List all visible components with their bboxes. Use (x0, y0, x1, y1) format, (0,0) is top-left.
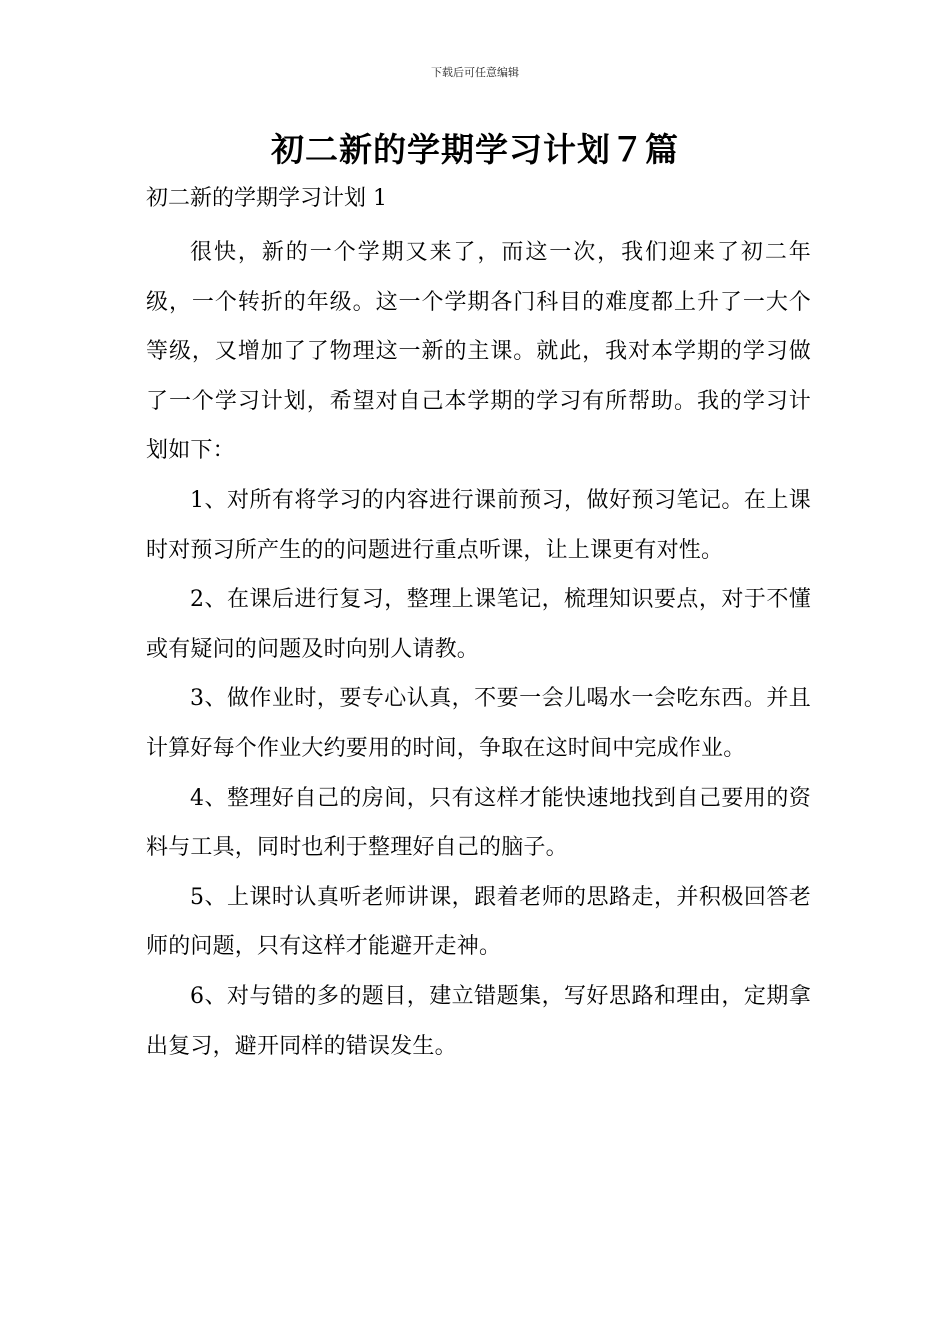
paragraph-intro: 很快，新的一个学期又来了，而这一次，我们迎来了初二年级，一个转折的年级。这一个学期各门科目的难度都上升了一大个等级，又增加了了物理这一新的主课。就此，我对本学期的学习做了一个学习计划，希望对自己本学期的学习有所帮助。我的学习计划如下： (146, 240, 811, 464)
paragraph-item-4: 4、整理好自己的房间，只有这样才能快速地找到自己要用的资料与工具，同时也利于整理好自己的脑子。 (146, 785, 811, 861)
paragraph-item-2: 2、在课后进行复习，整理上课笔记，梳理知识要点，对于不懂或有疑问的问题及时向别人请教。 (146, 587, 811, 662)
page-header-note: 下载后可任意编辑 (431, 66, 519, 79)
paragraph-item-6: 6、对与错的多的题目，建立错题集，写好思路和理由，定期拿出复习，避开同样的错误发生。 (146, 983, 811, 1059)
document-title: 初二新的学期学习计划７篇 (271, 130, 679, 169)
paragraph-item-5: 5、上课时认真听老师讲课，跟着老师的思路走，并积极回答老师的问题，只有这样才能避开走神。 (146, 884, 811, 960)
paragraph-item-3: 3、做作业时，要专心认真，不要一会儿喝水一会吃东西。并且计算好每个作业大约要用的时间，争取在这时间中完成作业。 (146, 686, 811, 761)
section-heading: 初二新的学期学习计划 1 (146, 186, 387, 211)
document-body (146, 228, 811, 1071)
paragraph-item-1: 1、对所有将学习的内容进行课前预习，做好预习笔记。在上课时对预习所产生的的问题进行重点听课，让上课更有对性。 (146, 487, 811, 563)
